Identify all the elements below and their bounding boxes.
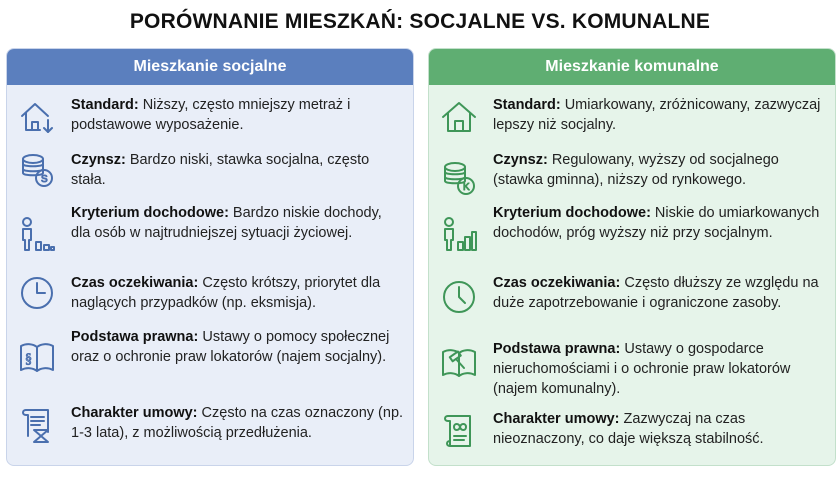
clock-icon <box>439 277 479 317</box>
coins-icon <box>17 150 57 190</box>
svg-text:§: § <box>25 352 32 367</box>
social-housing-panel <box>6 48 414 466</box>
coins-icon <box>439 158 479 198</box>
person-low-bars-icon <box>17 215 57 255</box>
item-text: Charakter umowy: Zazwyczaj na czas nieoznaczony, co daje większą stabilność. <box>493 411 764 447</box>
svg-text:K: K <box>463 182 470 193</box>
person-bars-icon <box>439 215 479 255</box>
item-text: Czas oczekiwania: Często dłuższy ze względu na duże zapotrzebowanie i ograniczone zasoby. <box>493 275 819 311</box>
item-text: Charakter umowy: Często na czas oznaczony (np. 1-3 lata), z możliwością przedłużenia. <box>71 405 404 441</box>
panel-header-communal: Mieszkanie komunalne <box>429 49 835 85</box>
item-text: Podstawa prawna: Ustawy o pomocy społecznej oraz o ochronie praw lokatorów (najem socjalny). <box>71 329 390 365</box>
item-text: Czynsz: Bardzo niski, stawka socjalna, często stała. <box>71 152 370 188</box>
item-text: Kryterium dochodowe: Bardzo niskie dochody, dla osób w najtrudniejszej sytuacji życiowej. <box>71 205 382 241</box>
item-text: Czas oczekiwania: Często krótszy, priorytet dla naglących przypadków (np. eksmisja). <box>71 275 381 311</box>
item-text: Standard: Niższy, często mniejszy metraż i podstawowe wyposażenie. <box>71 97 351 133</box>
item-text: Standard: Umiarkowany, zróżnicowany, zazwyczaj lepszy niż socjalny. <box>493 97 821 133</box>
communal-housing-panel <box>428 48 836 466</box>
house-icon <box>439 97 479 137</box>
gavel-book-icon <box>439 341 479 381</box>
page-title: PORÓWNANIE MIESZKAŃ: SOCJALNE VS. KOMUNALNE <box>129 10 711 33</box>
scroll-infinity-icon <box>439 411 479 451</box>
item-text: Podstawa prawna: Ustawy o gospodarce nieruchomościami i o ochronie praw lokatorów (najem komunalny). <box>493 341 791 397</box>
svg-text:S: S <box>41 174 48 185</box>
scroll-hourglass-icon <box>17 405 57 445</box>
panel-header-social: Mieszkanie socjalne <box>7 49 413 85</box>
item-text: Czynsz: Regulowany, wyższy od socjalnego (stawka gminna), niższy od rynkowego. <box>493 152 779 188</box>
item-text: Kryterium dochodowe: Niskie do umiarkowanych dochodów, próg wyższy niż przy socjalnym. <box>493 205 820 241</box>
law-book-icon <box>17 337 57 377</box>
house-down-arrow-icon <box>17 97 57 137</box>
clock-icon <box>17 273 57 313</box>
